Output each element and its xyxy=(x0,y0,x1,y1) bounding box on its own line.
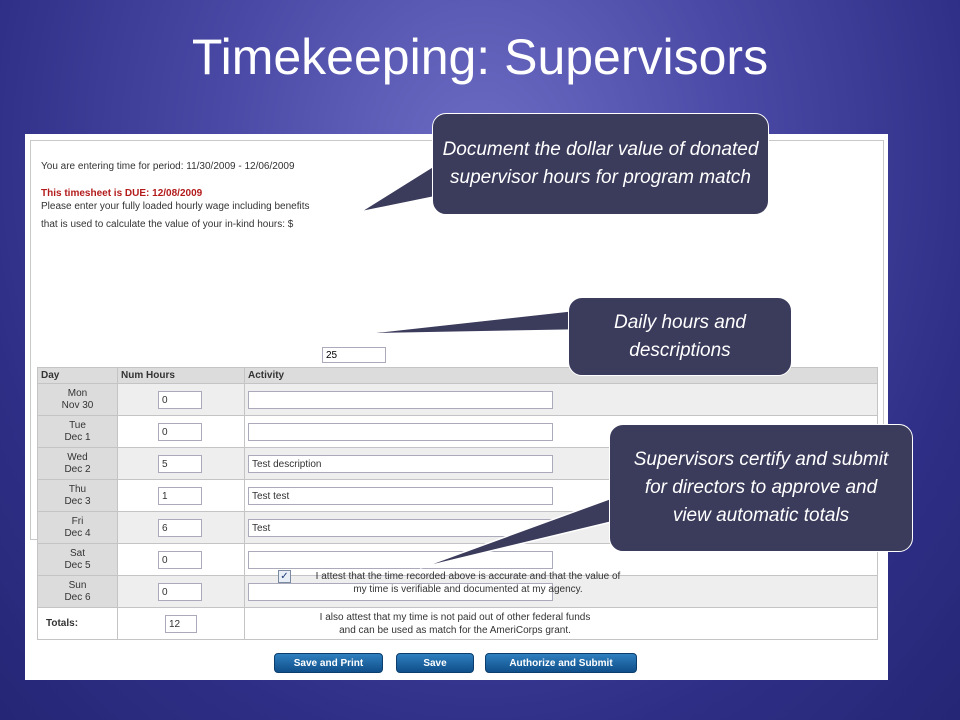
hourly-wage-input[interactable]: 25 xyxy=(322,347,386,363)
hours-input[interactable]: 0 xyxy=(158,583,202,601)
wage-instruction-1: Please enter your fully loaded hourly wage including benefits xyxy=(41,201,310,212)
activity-input[interactable]: Test test xyxy=(248,487,553,505)
hours-input[interactable]: 0 xyxy=(158,551,202,569)
callout-certify: Supervisors certify and submit for directors to approve and view automatic totals xyxy=(609,424,913,552)
day-cell: Wed Dec 2 xyxy=(38,448,118,480)
save-and-print-button[interactable]: Save and Print xyxy=(274,653,383,673)
day-cell: Tue Dec 1 xyxy=(38,416,118,448)
day-cell: Sun Dec 6 xyxy=(38,576,118,608)
hours-input[interactable]: 5 xyxy=(158,455,202,473)
activity-input[interactable]: Test description xyxy=(248,455,553,473)
due-date-text: This timesheet is DUE: 12/08/2009 xyxy=(41,188,203,199)
slide-title: Timekeeping: Supervisors xyxy=(191,29,769,85)
day-cell: Sat Dec 5 xyxy=(38,544,118,576)
totals-field: 12 xyxy=(165,615,197,633)
callout-daily-hours: Daily hours and descriptions xyxy=(568,297,792,376)
authorize-submit-button[interactable]: Authorize and Submit xyxy=(485,653,637,673)
save-button[interactable]: Save xyxy=(396,653,474,673)
attest-statement-2: I also attest that my time is not paid out of other federal funds and can be used as match for the AmeriCorps grant. xyxy=(319,612,591,636)
hours-input[interactable]: 6 xyxy=(158,519,202,537)
period-text: You are entering time for period: 11/30/2009 - 12/06/2009 xyxy=(41,161,295,172)
callout-pointer-certify xyxy=(420,495,640,568)
attest-checkbox[interactable]: ✓ xyxy=(278,570,291,583)
day-header: Day xyxy=(38,368,118,384)
callout-dollar-value: Document the dollar value of donated supervisor hours for program match xyxy=(432,113,769,215)
day-cell: Fri Dec 4 xyxy=(38,512,118,544)
day-cell: Thu Dec 3 xyxy=(38,480,118,512)
attest-statement-1: I attest that the time recorded above is accurate and that the value of my time is verifiable and documented at my agency. xyxy=(315,571,621,595)
hours-input[interactable]: 1 xyxy=(158,487,202,505)
callout-pointer-daily xyxy=(360,310,578,334)
hours-header: Num Hours xyxy=(118,368,245,384)
hours-input[interactable]: 0 xyxy=(158,423,202,441)
activity-header: Activity xyxy=(245,368,878,384)
hours-input[interactable]: 0 xyxy=(158,391,202,409)
wage-instruction-2: that is used to calculate the value of your in-kind hours: $ xyxy=(41,219,294,230)
totals-label: Totals: xyxy=(38,608,118,640)
activity-input[interactable]: Test xyxy=(248,519,553,537)
day-cell: Mon Nov 30 xyxy=(38,384,118,416)
